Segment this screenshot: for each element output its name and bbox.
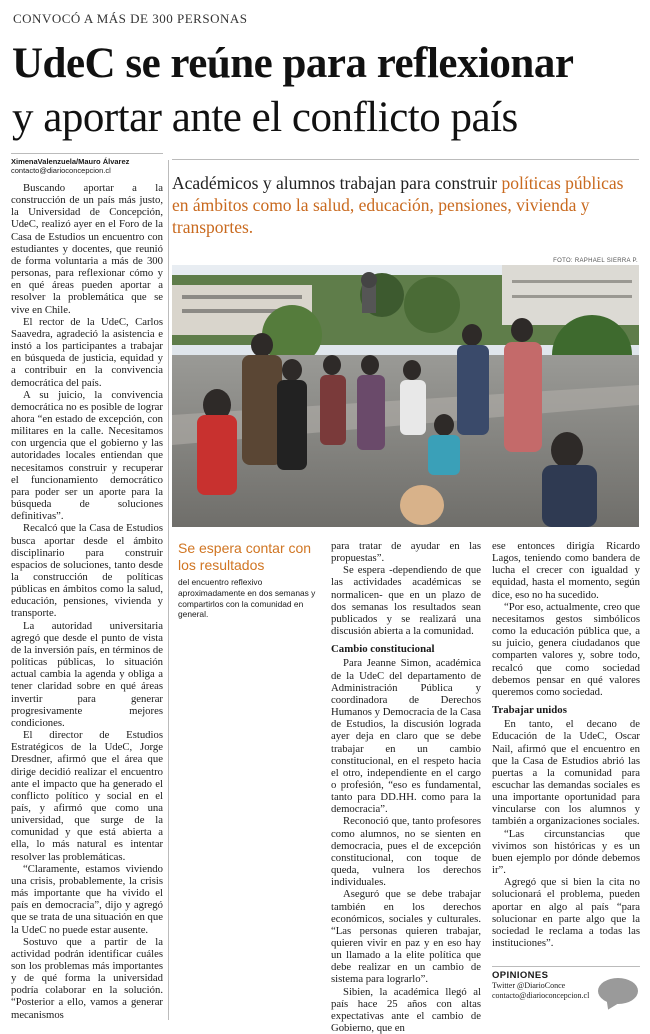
paragraph: Agregó que si bien la cita no solucionará el problema, pueden aportar en algo al país “para solucionar en parte algo que la sociedad le reclama a todas las instituciones”. bbox=[492, 876, 640, 949]
deck-highlight: políticas públicas en ámbitos como la salud, educación, pensiones, vivienda y transportes. bbox=[172, 173, 624, 237]
subheading: Cambio constitucional bbox=[331, 643, 435, 656]
pull-quote-title: Se espera contar con los resultados bbox=[178, 540, 312, 573]
opinions-label: OPINIONES bbox=[492, 970, 549, 981]
paragraph: “Las circunstancias que vivimos son históricas y es un buen ejemplo por dónde debemos ir”. bbox=[492, 827, 640, 877]
column-divider bbox=[168, 160, 169, 1020]
article-column-3 bbox=[492, 540, 640, 949]
subheading: Trabajar unidos bbox=[492, 704, 567, 717]
kicker: CONVOCÓ A MÁS DE 300 PERSONAS bbox=[13, 11, 248, 26]
paragraph: Buscando aportar a la construcción de un país más justo, la Universidad de Concepción, UdeC, realizó ayer en el Foro de la Casa de Estudios un encuentro con estudiantes y docentes, que reunió de forma voluntaria a más de 300 personas, para reflexionar cómo y en qué áreas pueden aportar a resolver la problemática que se vive en Chile. bbox=[11, 182, 163, 316]
opinions-twitter[interactable]: Twitter @DiarioConce bbox=[492, 981, 566, 990]
pull-quote-text: del encuentro reflexivo aproximadamente en dos semanas y compartirlos con la comunidad en general. bbox=[178, 577, 316, 620]
paragraph: Se espera -dependiendo de que las actividades académicas se normalicen- que en un plazo de dos semanas los resultados sean publicados y se realizará una discusión abierta a la comunidad. bbox=[331, 564, 481, 638]
news-photo bbox=[172, 265, 639, 527]
paragraph: La autoridad universitaria agregó que desde el punto de vista de la inversión país, en términos de políticas públicas, lo situación actual cambia la agenda y obliga a tener claridad sobre en qué áreas invertir para generar progresivamente mejores condiciones. bbox=[11, 619, 163, 729]
paragraph: “Por eso, actualmente, creo que necesitamos gestos simbólicos como la educación pública que, a su juicio, genera ciudadanos que comparten valores y, sobre todo, recalcó que como sociedad debemos pensar en qué valores queremos como sociedad. bbox=[492, 600, 640, 698]
paragraph: Sostuvo que a partir de la actividad podrán identificar cuáles son los problemas más importantes y de qué forma la universidad podría colaborar en la solución. “Posterior a ello, vamos a generar mecanismos bbox=[11, 935, 163, 1021]
paragraph: para tratar de ayudar en las propuestas”. bbox=[331, 540, 481, 565]
article-column-1 bbox=[11, 182, 163, 1021]
opinions-email[interactable]: contacto@diarioconcepcion.cl bbox=[492, 991, 590, 1000]
paragraph: El director de Estudios Estratégicos de la UdeC, Jorge Dresdner, afirmó que el área que dirige decidió realizar el encuentro ante el impacto que ha generado el conflicto político y social en el país, y afirmó que como una universidad, que surge de la comunidad y que está abierta a ella, lo más natural es intentar resolver las problemáticas. bbox=[11, 729, 163, 863]
paragraph: Aseguró que se debe trabajar también en los derechos económicos, sociales y culturales. “Las personas quieren trabajar, quieren vivir en paz y en eso hay un llamado a la elite política que debe realizar en un cambio de sistema para lograrlo”. bbox=[331, 888, 481, 986]
article-column-2 bbox=[331, 540, 481, 1034]
byline-rule bbox=[11, 153, 163, 154]
speech-bubble-icon bbox=[598, 978, 638, 1004]
paragraph: Recalcó que la Casa de Estudios busca aportar desde el ámbito disciplinario para construir espacios de soluciones, tanto desde la construcción de políticas públicas en ámbitos como la salud, educación, pensiones, vivienda y transporte. bbox=[11, 522, 163, 620]
opinions-rule bbox=[492, 966, 640, 967]
deck-rule bbox=[172, 159, 639, 160]
photo-illustration bbox=[172, 265, 639, 527]
paragraph: ese entonces dirigía Ricardo Lagos, teniendo como bandera de lucha el crecer con igualdad y equidad, hasta el momento, según dice, eso no ha sucedido. bbox=[492, 540, 640, 601]
paragraph: A su juicio, la convivencia democrática no es posible de lograr ahora “en estado de excepción, con militares en la calle. Necesitamos con urgencia que el gobierno y las autoridades locales entiendan que necesitamos construir y recuperar el funcionamiento democrático para poder ser un aporte para la búsqueda de soluciones definitivas”. bbox=[11, 388, 163, 523]
photo-credit: FOTO: RAPHAEL SIERRA P. bbox=[553, 258, 638, 264]
byline-authors: XimenaValenzuela/Mauro Álvarez bbox=[11, 157, 130, 166]
paragraph: Reconoció que, tanto profesores como alumnos, no se sienten en democracia, pues el de excepción constitucional, con toque de queda, vulnera los derechos individuales. bbox=[331, 815, 481, 889]
paragraph: Para Jeanne Simon, académica de la UdeC del departamento de Administración Pública y coordinadora de Derechos Humanos y Democracia de la Casa de Estudios, la discusión lograda ayer deja en claro que se debe trabajar en un cambio constitucional, en el respeto hacia el otro, independiente en el cargo o profesión, “eso es fundamental, tanto para DD.HH. como para la democracia”. bbox=[331, 657, 481, 816]
deck bbox=[172, 172, 637, 238]
headline-line-2: y aportar ante el conflicto país bbox=[12, 94, 518, 141]
headline: UdeC se reúne para reflexionar bbox=[12, 40, 574, 87]
paragraph: Sibien, la académica llegó al país hace 25 años con altas expectativas ante el cambio de Gobierno, que en bbox=[331, 985, 481, 1034]
deck-text: Académicos y alumnos trabajan para construir bbox=[172, 173, 502, 193]
byline bbox=[11, 157, 161, 175]
paragraph: “Claramente, estamos viviendo una crisis, probablemente, la crisis más importante que ha vivido el país en democracia”, dijo y agregó que se trata de una situación en que la UdeC no puede estar ausente. bbox=[11, 862, 163, 936]
paragraph: El rector de la UdeC, Carlos Saavedra, agradeció la asistencia e instó a los participantes a trabajar en búsqueda de justicia, equidad y a contribuir en la convivencia democrática del país. bbox=[11, 315, 163, 389]
byline-email: contacto@diarioconcepcion.cl bbox=[11, 166, 111, 175]
pull-quote bbox=[178, 540, 318, 620]
paragraph: En tanto, el decano de Educación de la UdeC, Oscar Nail, afirmó que el encuentro en que la Casa de Estudios abrió las puertas a la comunidad para escuchar las demandas sociales es una importante oportunidad para vincularse con los alumnos y también a organizaciones sociales. bbox=[492, 718, 640, 828]
